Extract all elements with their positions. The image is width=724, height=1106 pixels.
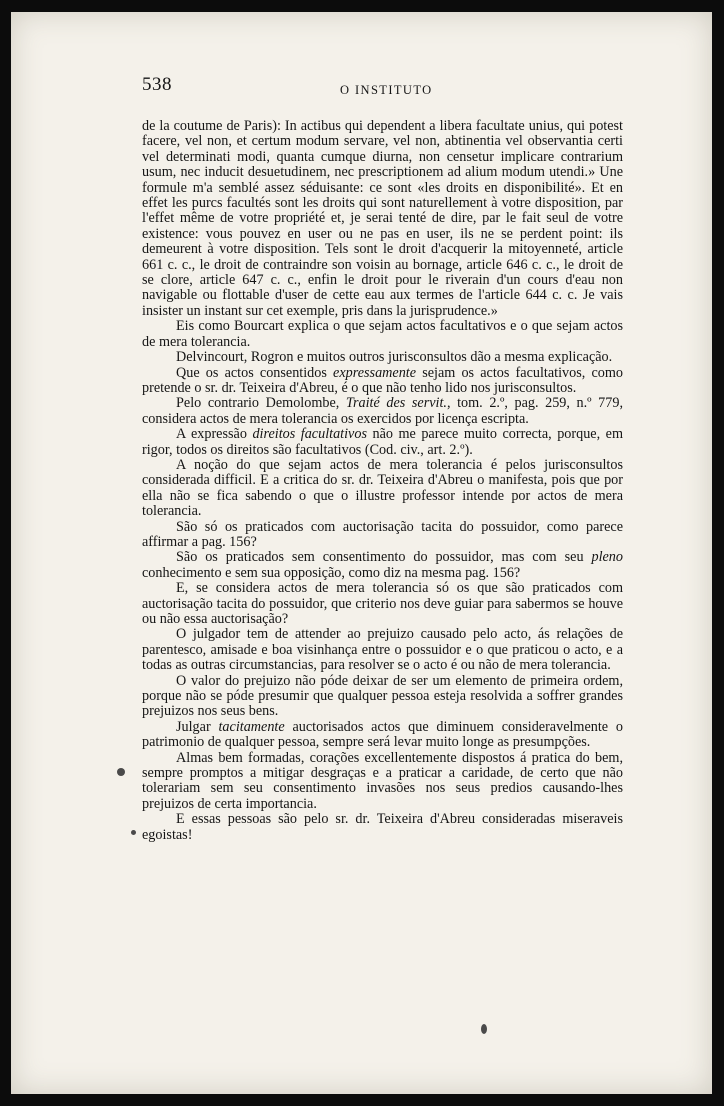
- running-head: O INSTITUTO: [340, 83, 433, 97]
- paragraph: Delvincourt, Rogron e muitos outros jurisconsultos dão a mesma explicação.: [176, 349, 613, 366]
- paragraph: Eis como Bourcart explica o que sejam actos facultativos e o que sejam actos de mera tolerancia.: [142, 318, 623, 350]
- text-run: , tom. 2.º, pag. 259, n.º 779, considera actos de mera tolerancia os exercidos por licença escripta.: [142, 395, 623, 427]
- page-number: 538: [142, 74, 172, 95]
- paragraph: Almas bem formadas, corações excellentemente dispostos á pratica do bem, sempre promptos a mitigar desgraças e a praticar a caridade, de certo que não tolerariam sem seu consentimento invasões nos seus predios causando-lhes prejuizos de certa importancia.: [142, 749, 623, 812]
- ink-spot: [117, 768, 125, 776]
- text-run: A expressão: [176, 426, 253, 443]
- paragraph: [142, 720, 623, 751]
- italic-term: tacitamente: [218, 718, 285, 735]
- text-run: não me parece muito correcta, porque, em rigor, todos os direitos são facultativos (Cod. civ., art. 2.º).: [142, 426, 623, 458]
- paragraph: A noção do que sejam actos de mera tolerancia é pelos jurisconsultos considerada difficil. E a critica do sr. dr. Teixeira d'Abreu o manifesta, pois que por ella não se fica sabendo o que o illustre professor intende por actos de mera tolerancia.: [142, 456, 623, 520]
- italic-title: Traité des servit.: [345, 395, 447, 412]
- text-run: Que os actos consentidos: [176, 364, 334, 381]
- paragraph: O julgador tem de attender ao prejuizo causado pelo acto, ás relações de parentesco, amisade e boa visinhança entre o possuidor e o que praticou o acto, e a todas as outras circumstancias, para resolver se o acto é ou não de mera tolerancia.: [142, 626, 623, 674]
- text-run: São os praticados sem consentimento do possuidor, mas com seu: [176, 549, 592, 566]
- ink-spot: [131, 830, 136, 835]
- body-text: [142, 119, 623, 843]
- ink-spot: [481, 1024, 487, 1034]
- paragraph: [142, 396, 623, 427]
- paragraph: E essas pessoas são pelo sr. dr. Teixeira d'Abreu consideradas miseraveis egoistas!: [142, 811, 623, 843]
- paragraph: [142, 427, 623, 458]
- italic-term: expressamente: [333, 364, 417, 381]
- italic-term: pleno: [591, 549, 623, 566]
- paragraph: de la coutume de Paris): In actibus qui dependent a libera facultate unius, qui potest facere, vel non, et certum modum servare, vel non, abtinentia vel observantia certi vel determinati modi, quanta cumque diurna, non censetur implicare contrarium usum, nec inducit desuetudinem, nec prescriptionem ad alium modum utendi.» Une formule m'a semblé assez séduisante: ce sont «les droits en disponibilité». Et en effet les purcs facultés sont les droits qui sont naturellement à votre disposition, par l'effet même de votre propriété et, je serai tenté de dire, par le fait seul de votre existence: vous pouvez en user ou ne pas en user, ils ne se perdent point: ils demeurent à votre disposition. Tels sont le droit d'acquerir la mitoyenneté, article 661 c. c., le droit de contraindre son voisin au bornage, article 646 c. c., le droit de se clore, article 647 c. c., enfin le droit pour le riverain d'un cours d'eau non navigable ou flottable d'user de cette eau aux termes de l'article 644 c. c. Je vais insister un instant sur cet exemple, pris dans la jurisprudence.»: [142, 118, 623, 319]
- paragraph: [142, 550, 623, 581]
- paragraph: E, se considera actos de mera tolerancia só os que são praticados com auctorisação tacita do possuidor, que criterio nos deve guiar para sabermos se houve ou não essa auctorisação?: [142, 580, 623, 627]
- text-run: conhecimento e sem sua opposição, como diz na mesma pag. 156?: [142, 564, 521, 581]
- text-run: auctorisados actos que diminuem consideravelmente o patrimonio de qualquer pessoa, sempre será levar muito longe as presumpções.: [142, 718, 623, 751]
- text-run: Julgar: [176, 718, 219, 735]
- italic-term: direitos facultativos: [252, 426, 367, 443]
- text-run: Pelo contrario Demolombe,: [176, 395, 346, 412]
- text-run: sejam os actos facultativos, como pretende o sr. dr. Teixeira d'Abreu, é o que não tenho lido nos jurisconsultos.: [142, 364, 623, 396]
- paragraph: [142, 366, 623, 397]
- paragraph: São só os praticados com auctorisação tacita do possuidor, como parece affirmar a pag. 156?: [142, 518, 623, 550]
- paragraph: O valor do prejuizo não póde deixar de ser um elemento de primeira ordem, porque não se póde presumir que qualquer pessoa esteja resolvida a soffrer grandes prejuizos nos seus bens.: [142, 672, 623, 720]
